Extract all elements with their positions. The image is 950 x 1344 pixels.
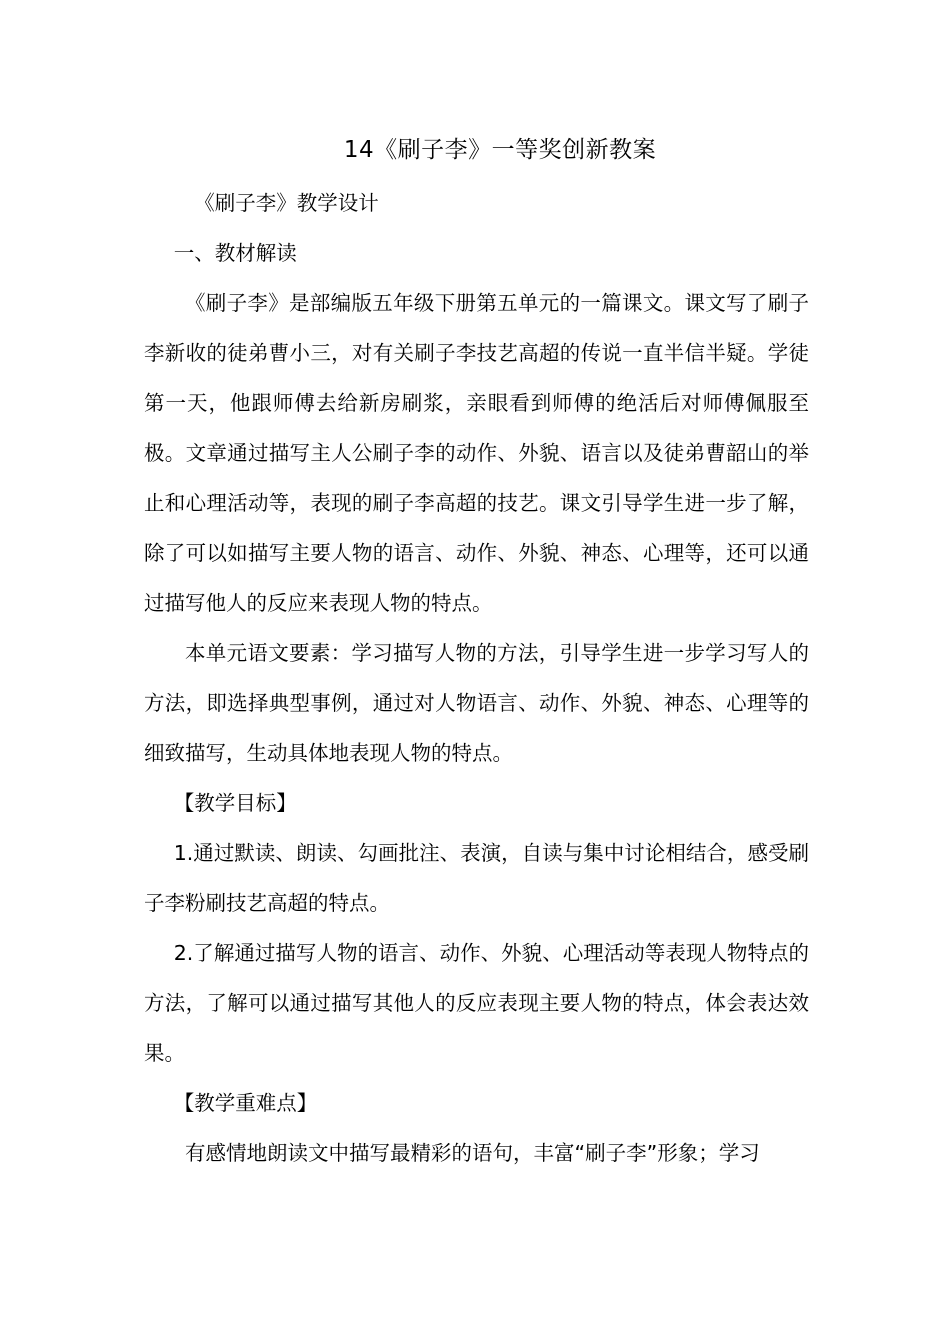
heading-teaching-goals: 【教学目标】 [173,791,297,815]
heading-key-points: 【教学重难点】 [173,1091,318,1115]
section-heading-textbook-analysis: 一、教材解读 [173,241,297,265]
paragraph-textbook-analysis: 《刷子李》是部编版五年级下册第五单元的一篇课文。课文写了刷子李新收的徒弟曹小三，对有关刷子李技艺高超的传说一直半信半疑。学徒第一天，他跟师傅去给新房刷浆，亲眼看到师傅的绝活后对师傅佩服至极。文章通过描写主人公刷子李的动作、外貌、语言以及徒弟曹韶山的举止和心理活动等，表现的刷子李高超的技艺。课文引导学生进一步了解，除了可以如描写主要人物的语言、动作、外貌、神态、心理等，还可以通过描写他人的反应来表现人物的特点。 [144,291,809,615]
document-title: 14《刷子李》一等奖创新教案 [343,137,657,163]
paragraph-unit-elements: 本单元语文要素：学习描写人物的方法，引导学生进一步学习写人的方法，即选择典型事例，通过对人物语言、动作、外貌、神态、心理等的细致描写，生动具体地表现人物的特点。 [144,641,809,765]
teaching-goal-2: 2.了解通过描写人物的语言、动作、外貌、心理活动等表现人物特点的方法，了解可以通过描写其他人的反应表现主要人物的特点，体会表达效果。 [144,941,809,1065]
document-body [144,178,809,1178]
paragraph-key-points: 有感情地朗读文中描写最精彩的语句，丰富“刷子李”形象；学习 [185,1141,760,1165]
lesson-subtitle: 《刷子李》教学设计 [194,191,379,215]
teaching-goal-1: 1.通过默读、朗读、勾画批注、表演，自读与集中讨论相结合，感受刷子李粉刷技艺高超的特点。 [144,841,809,915]
